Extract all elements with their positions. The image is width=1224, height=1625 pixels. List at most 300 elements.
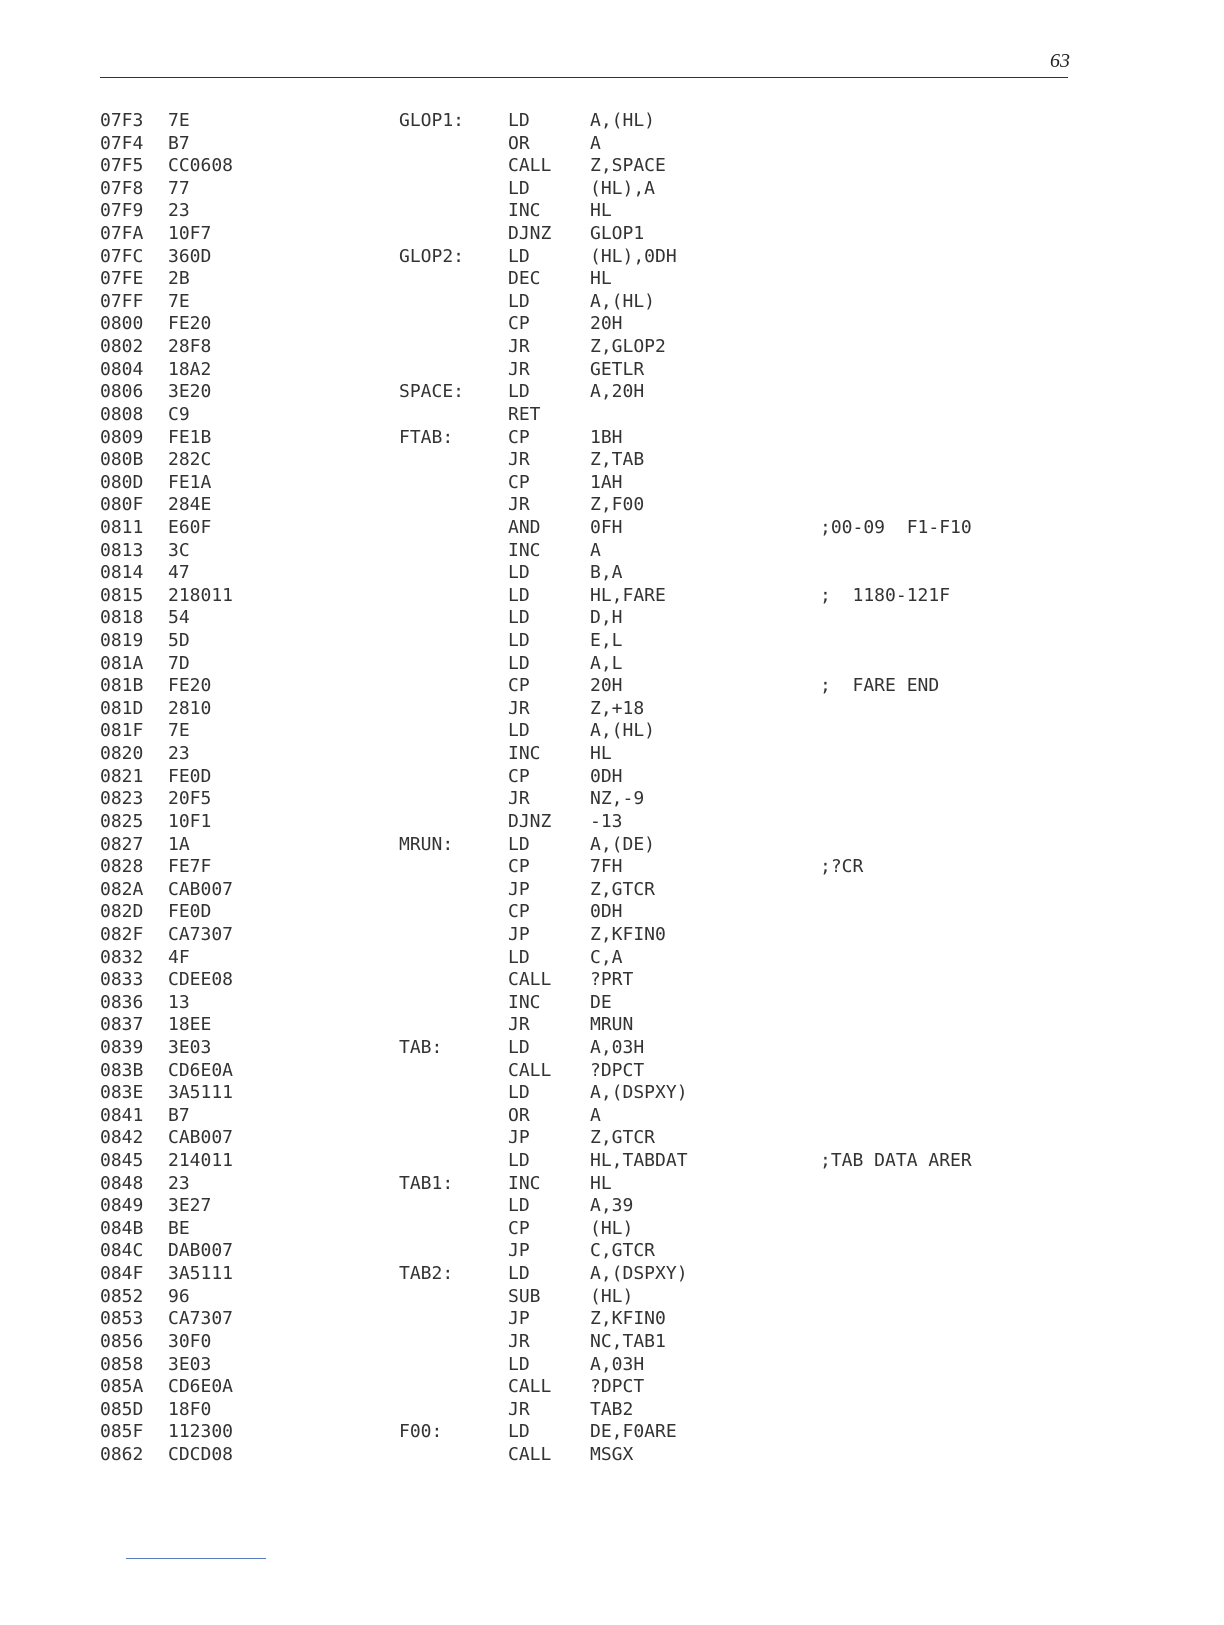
mnemonic: INC [508,200,541,222]
address: 080B [100,449,144,471]
address: 0848 [100,1172,144,1194]
listing-line [0,1195,1224,1218]
mnemonic: JR [508,358,530,380]
operand: 1BH [590,426,623,448]
operand: A,(DSPXY) [590,1263,688,1285]
operand: A,03H [590,1353,645,1375]
operand: C,A [590,946,623,968]
mnemonic: CALL [508,1376,552,1398]
operand: (HL) [590,1285,634,1307]
operand: 1AH [590,471,623,493]
operand: GETLR [590,358,645,380]
mnemonic: LD [508,584,530,606]
machine-code: 3E03 [168,1353,212,1375]
machine-code: FE20 [168,313,212,335]
mnemonic: JR [508,1014,530,1036]
machine-code: CD6E0A [168,1376,234,1398]
operand: HL,TABDAT [590,1150,688,1172]
listing-line [0,1240,1224,1263]
operand: ?PRT [590,969,634,991]
operand: (HL),A [590,177,656,199]
listing-line [0,1150,1224,1173]
machine-code: 18A2 [168,358,212,380]
address: 083E [100,1082,144,1104]
listing-line [0,110,1224,133]
address: 083B [100,1059,144,1081]
mnemonic: AND [508,516,541,538]
address: 0842 [100,1127,144,1149]
operand: A,(HL) [590,720,656,742]
operand: A [590,1104,601,1126]
mnemonic: LD [508,1150,530,1172]
operand: A,(DSPXY) [590,1082,688,1104]
listing-line [0,1014,1224,1037]
operand: 0FH [590,516,623,538]
address: 081D [100,697,144,719]
address: 0828 [100,856,144,878]
machine-code: 77 [168,177,190,199]
address: 0837 [100,1014,144,1036]
operand: Z,GTCR [590,1127,656,1149]
address: 0806 [100,381,144,403]
mnemonic: JR [508,697,530,719]
address: 0808 [100,403,144,425]
machine-code: 30F0 [168,1330,212,1352]
machine-code: 18F0 [168,1398,212,1420]
listing-line [0,1263,1224,1286]
address: 084B [100,1217,144,1239]
operand: A,(DE) [590,833,656,855]
machine-code: 282C [168,449,212,471]
address: 081F [100,720,144,742]
comment: ;00-09 F1-F10 [820,516,972,538]
listing-line [0,1421,1224,1444]
mnemonic: INC [508,539,541,561]
machine-code: 112300 [168,1421,234,1443]
mnemonic: LD [508,833,530,855]
address: 084C [100,1240,144,1262]
machine-code: FE7F [168,856,212,878]
operand: Z,GTCR [590,878,656,900]
listing-line [0,607,1224,630]
address: 07F4 [100,132,144,154]
operand: D,H [590,607,623,629]
address: 0845 [100,1150,144,1172]
address: 084F [100,1263,144,1285]
listing-line [0,1308,1224,1331]
mnemonic: JP [508,1308,530,1330]
operand: Z,+18 [590,697,645,719]
address: 0841 [100,1104,144,1126]
machine-code: 218011 [168,584,234,606]
address: 082A [100,878,144,900]
mnemonic: SUB [508,1285,541,1307]
operand: Z,TAB [590,449,645,471]
listing-line [0,1037,1224,1060]
operand: DE,F0ARE [590,1421,677,1443]
operand: ?DPCT [590,1376,645,1398]
machine-code: 1A [168,833,190,855]
listing-line [0,630,1224,653]
listing-line [0,223,1224,246]
operand: DE [590,991,612,1013]
source-label: F00: [399,1421,443,1443]
address: 0825 [100,810,144,832]
machine-code: 2810 [168,697,212,719]
listing-line [0,1173,1224,1196]
operand: HL,FARE [590,584,666,606]
mnemonic: LD [508,381,530,403]
mnemonic: LD [508,290,530,312]
mnemonic: LD [508,245,530,267]
machine-code: CDEE08 [168,969,234,991]
address: 07FE [100,268,144,290]
address: 07F9 [100,200,144,222]
address: 080F [100,494,144,516]
operand: MSGX [590,1443,634,1465]
listing-line [0,969,1224,992]
address: 0827 [100,833,144,855]
listing-line [0,720,1224,743]
address: 07FF [100,290,144,312]
machine-code: 18EE [168,1014,212,1036]
source-label: TAB: [399,1036,443,1058]
address: 0856 [100,1330,144,1352]
machine-code: FE20 [168,675,212,697]
operand: E,L [590,630,623,652]
operand: A,03H [590,1036,645,1058]
mnemonic: RET [508,403,541,425]
listing-line [0,404,1224,427]
operand: TAB2 [590,1398,634,1420]
listing-line [0,336,1224,359]
machine-code: FE0D [168,901,212,923]
machine-code: 23 [168,1172,190,1194]
listing-line [0,924,1224,947]
machine-code: 7E [168,720,190,742]
mnemonic: INC [508,743,541,765]
machine-code: C9 [168,403,190,425]
comment: ; FARE END [820,675,940,697]
listing-line [0,133,1224,156]
address: 0802 [100,336,144,358]
address: 085D [100,1398,144,1420]
machine-code: FE0D [168,765,212,787]
machine-code: CAB007 [168,878,234,900]
listing-line [0,1354,1224,1377]
listing-line [0,992,1224,1015]
comment: ; 1180-121F [820,584,951,606]
listing-line [0,1444,1224,1467]
machine-code: 10F7 [168,223,212,245]
mnemonic: LD [508,720,530,742]
machine-code: DAB007 [168,1240,234,1262]
address: 0819 [100,630,144,652]
machine-code: BE [168,1217,190,1239]
listing-line [0,901,1224,924]
operand: HL [590,743,612,765]
operand: 20H [590,675,623,697]
mnemonic: LD [508,652,530,674]
mnemonic: INC [508,991,541,1013]
listing-line [0,834,1224,857]
comment: ;?CR [820,856,864,878]
source-label: TAB2: [399,1263,454,1285]
mnemonic: CP [508,1217,530,1239]
machine-code: 20F5 [168,788,212,810]
address: 07F8 [100,177,144,199]
mnemonic: CP [508,426,530,448]
address: 0809 [100,426,144,448]
listing-line [0,449,1224,472]
address: 081A [100,652,144,674]
operand: Z,KFIN0 [590,923,666,945]
listing-line [0,1376,1224,1399]
address: 0821 [100,765,144,787]
listing-line [0,472,1224,495]
operand: A [590,132,601,154]
operand: Z,KFIN0 [590,1308,666,1330]
mnemonic: JP [508,1240,530,1262]
mnemonic: CP [508,313,530,335]
machine-code: 54 [168,607,190,629]
listing-line [0,1127,1224,1150]
listing-line [0,246,1224,269]
address: 0818 [100,607,144,629]
address: 082F [100,923,144,945]
listing-line [0,811,1224,834]
listing-line [0,494,1224,517]
address: 0814 [100,562,144,584]
machine-code: CD6E0A [168,1059,234,1081]
assembly-listing [0,110,1224,1467]
address: 0833 [100,969,144,991]
machine-code: CC0608 [168,155,234,177]
listing-line [0,788,1224,811]
machine-code: CA7307 [168,1308,234,1330]
operand: C,GTCR [590,1240,656,1262]
machine-code: 10F1 [168,810,212,832]
machine-code: B7 [168,1104,190,1126]
machine-code: CA7307 [168,923,234,945]
mnemonic: LD [508,562,530,584]
mnemonic: LD [508,607,530,629]
machine-code: E60F [168,516,212,538]
mnemonic: LD [508,110,530,131]
listing-line [0,291,1224,314]
source-label: GLOP2: [399,245,465,267]
address: 0815 [100,584,144,606]
address: 081B [100,675,144,697]
operand: Z,GLOP2 [590,336,666,358]
mnemonic: CP [508,901,530,923]
mnemonic: JR [508,1330,530,1352]
mnemonic: JR [508,788,530,810]
address: 0813 [100,539,144,561]
mnemonic: LD [508,177,530,199]
address: 085F [100,1421,144,1443]
source-label: MRUN: [399,833,454,855]
operand: NZ,-9 [590,788,645,810]
operand: (HL) [590,1217,634,1239]
machine-code: 4F [168,946,190,968]
address: 0823 [100,788,144,810]
machine-code: 23 [168,200,190,222]
machine-code: FE1B [168,426,212,448]
machine-code: 7E [168,290,190,312]
machine-code: 7D [168,652,190,674]
mnemonic: LD [508,946,530,968]
mnemonic: LD [508,1195,530,1217]
listing-line [0,1105,1224,1128]
listing-line [0,1399,1224,1422]
operand: 0DH [590,765,623,787]
mnemonic: LD [508,1421,530,1443]
mnemonic: CP [508,765,530,787]
operand: -13 [590,810,623,832]
comment: ;TAB DATA ARER [820,1150,972,1172]
listing-line [0,178,1224,201]
operand: 7FH [590,856,623,878]
address: 0804 [100,358,144,380]
address: 0800 [100,313,144,335]
address: 080D [100,471,144,493]
operand: GLOP1 [590,223,645,245]
mnemonic: JR [508,1398,530,1420]
listing-line [0,381,1224,404]
address: 0832 [100,946,144,968]
operand: A,(HL) [590,110,656,131]
machine-code: 5D [168,630,190,652]
listing-line [0,653,1224,676]
address: 0820 [100,743,144,765]
operand: A,39 [590,1195,634,1217]
listing-line [0,427,1224,450]
operand: HL [590,200,612,222]
operand: B,A [590,562,623,584]
machine-code: 3C [168,539,190,561]
operand: HL [590,1172,612,1194]
mnemonic: LD [508,1353,530,1375]
operand: 20H [590,313,623,335]
mnemonic: DJNZ [508,810,552,832]
listing-line [0,1331,1224,1354]
listing-line [0,743,1224,766]
mnemonic: DEC [508,268,541,290]
listing-line [0,856,1224,879]
operand: ?DPCT [590,1059,645,1081]
source-label: SPACE: [399,381,465,403]
listing-line [0,585,1224,608]
machine-code: 96 [168,1285,190,1307]
listing-line [0,517,1224,540]
listing-line [0,540,1224,563]
mnemonic: LD [508,1082,530,1104]
mnemonic: JR [508,494,530,516]
footnote-rule [126,1558,266,1559]
listing-line [0,766,1224,789]
source-label: TAB1: [399,1172,454,1194]
address: 085A [100,1376,144,1398]
address: 0852 [100,1285,144,1307]
listing-line [0,1286,1224,1309]
mnemonic: CP [508,856,530,878]
machine-code: 23 [168,743,190,765]
address: 0811 [100,516,144,538]
machine-code: B7 [168,132,190,154]
mnemonic: JR [508,336,530,358]
machine-code: 214011 [168,1150,234,1172]
machine-code: 3E27 [168,1195,212,1217]
listing-line [0,313,1224,336]
page-number: 63 [1050,50,1070,72]
operand: (HL),0DH [590,245,677,267]
operand: A,(HL) [590,290,656,312]
machine-code: 13 [168,991,190,1013]
operand: 0DH [590,901,623,923]
listing-line [0,1082,1224,1105]
operand: A,20H [590,381,645,403]
mnemonic: JP [508,923,530,945]
machine-code: 3E03 [168,1036,212,1058]
mnemonic: CALL [508,155,552,177]
mnemonic: CALL [508,1059,552,1081]
listing-line [0,562,1224,585]
address: 0858 [100,1353,144,1375]
mnemonic: JP [508,1127,530,1149]
mnemonic: CP [508,675,530,697]
machine-code: 360D [168,245,212,267]
operand: A,L [590,652,623,674]
address: 07F3 [100,110,144,131]
mnemonic: JR [508,449,530,471]
machine-code: 3E20 [168,381,212,403]
listing-line [0,155,1224,178]
address: 07FC [100,245,144,267]
mnemonic: DJNZ [508,223,552,245]
source-label: GLOP1: [399,110,465,131]
operand: MRUN [590,1014,634,1036]
operand: Z,F00 [590,494,645,516]
listing-line [0,675,1224,698]
machine-code: 3A5111 [168,1263,234,1285]
mnemonic: LD [508,1036,530,1058]
address: 082D [100,901,144,923]
listing-line [0,200,1224,223]
listing-line [0,268,1224,291]
operand: NC,TAB1 [590,1330,666,1352]
source-label: FTAB: [399,426,454,448]
mnemonic: INC [508,1172,541,1194]
mnemonic: LD [508,1263,530,1285]
address: 0836 [100,991,144,1013]
header-rule [100,77,1068,78]
mnemonic: LD [508,630,530,652]
mnemonic: JP [508,878,530,900]
machine-code: CAB007 [168,1127,234,1149]
mnemonic: CALL [508,1443,552,1465]
listing-line [0,698,1224,721]
listing-line [0,947,1224,970]
mnemonic: CP [508,471,530,493]
operand: A [590,539,601,561]
machine-code: 7E [168,110,190,131]
address: 07FA [100,223,144,245]
listing-line [0,1060,1224,1083]
mnemonic: OR [508,1104,530,1126]
listing-line [0,879,1224,902]
mnemonic: CALL [508,969,552,991]
